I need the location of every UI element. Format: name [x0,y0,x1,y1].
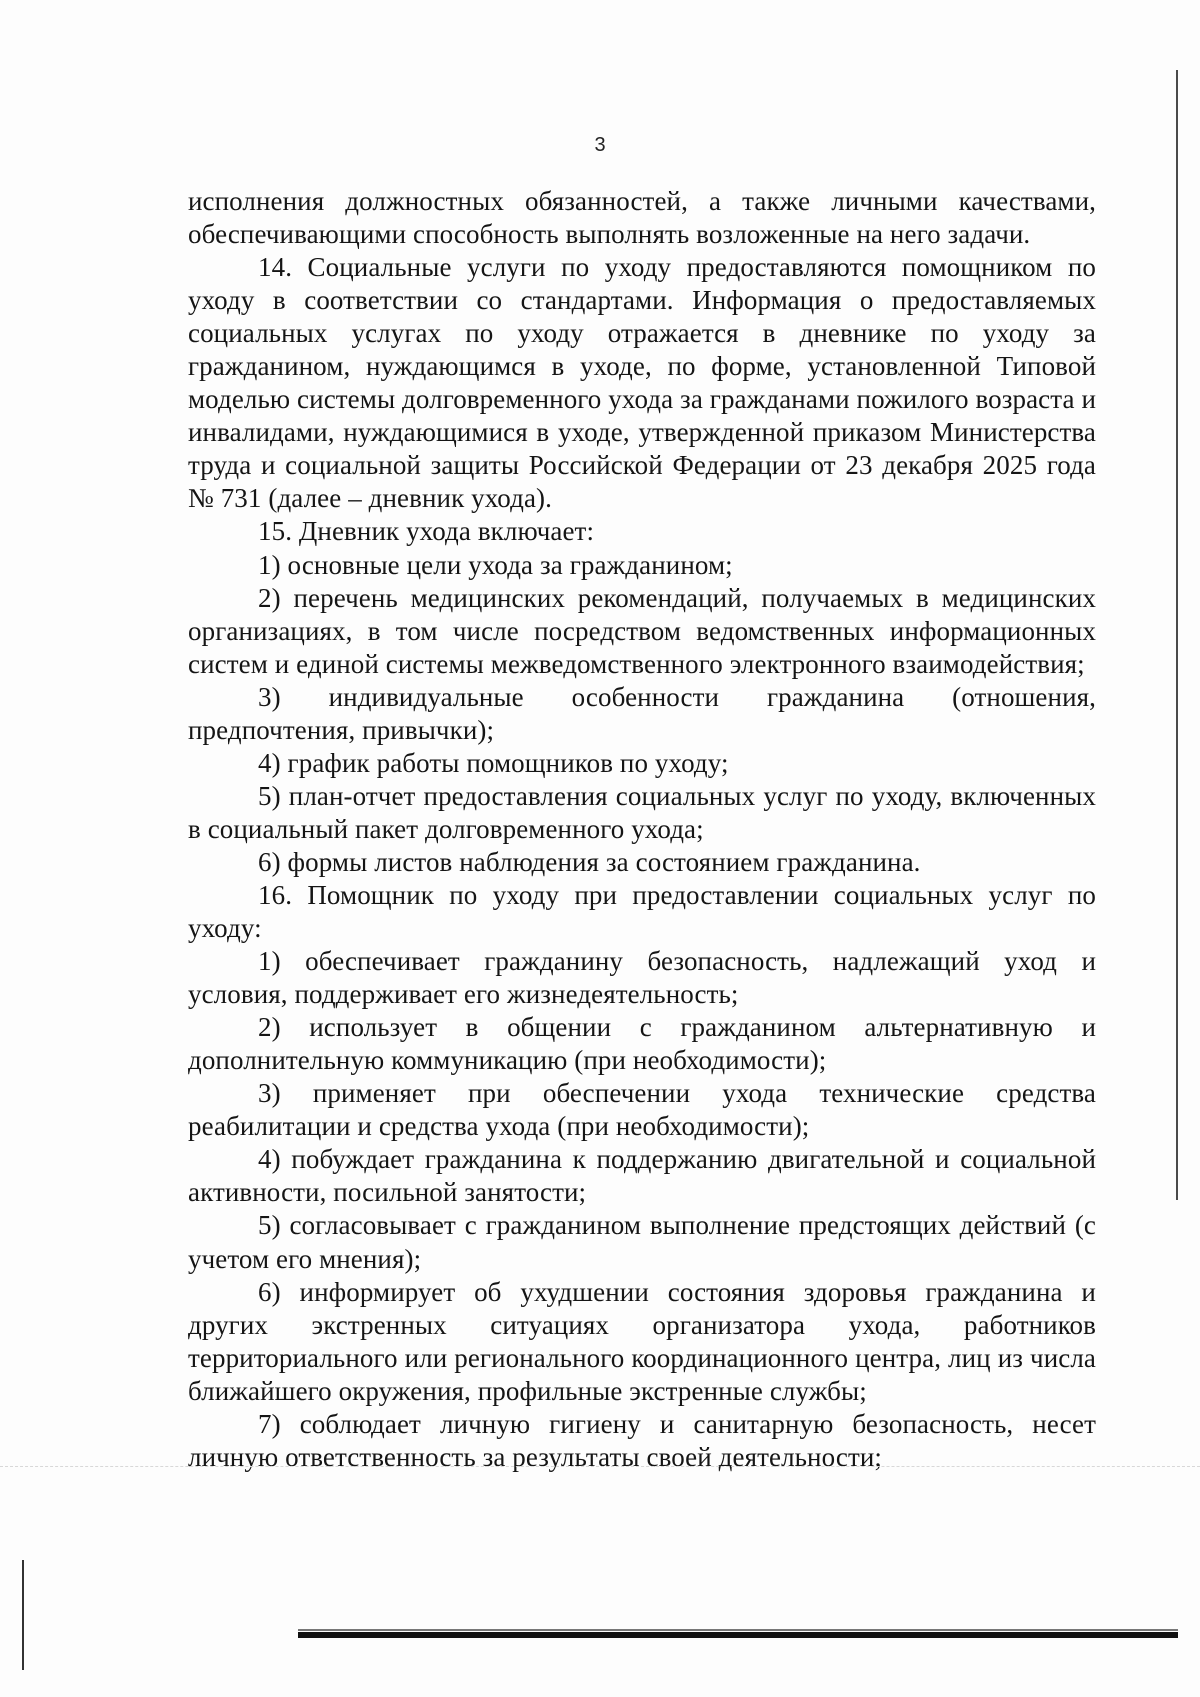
document-body [188,185,1096,1474]
list-item-15-3: 3) индивидуальные особенности гражданина (отношения, предпочтения, привычки); [188,681,1096,745]
scan-edge-line-left [22,1560,24,1670]
scan-noise-line [0,1466,1200,1468]
scan-edge-line-right [1176,70,1178,1200]
list-item-16-4: 4) побуждает гражданина к поддержанию двигательной и социальной активности, посильной занятости; [188,1144,1096,1208]
paragraph-continuation: исполнения должностных обязанностей, а также личными качествами, обеспечивающими способность выполнять возложенные на него задачи. [188,186,1096,250]
list-item-15-4: 4) график работы помощников по уходу; [258,747,729,778]
list-item-16-2: 2) использует в общении с гражданином альтернативную и дополнительную коммуникацию (при необходимости); [188,1012,1096,1076]
list-item-16-7: 7) соблюдает личную гигиену и санитарную безопасность, несет личную ответственность за результаты своей деятельности; [188,1408,1096,1472]
list-item-16-5: 5) согласовывает с гражданином выполнение предстоящих действий (с учетом его мнения); [188,1210,1096,1274]
list-item-15-5: 5) план-отчет предоставления социальных услуг по уходу, включенных в социальный пакет долговременного ухода; [188,780,1096,844]
list-item-15-2: 2) перечень медицинских рекомендаций, получаемых в медицинских организациях, в том числе посредством ведомственных информационных систем и единой системы межведомственного электронного взаимодействия; [188,582,1096,679]
list-item-15-6: 6) формы листов наблюдения за состоянием гражданина. [258,846,921,877]
paragraph-item-14: 14. Социальные услуги по уходу предоставляются помощником по уходу в соответствии со стандартами. Информация о предоставляемых социальных услугах по уходу отражается в дневнике по уходу за гражданином, нуждающимся в уходе, по форме, установленной Типовой моделью системы долговременного ухода за гражданами пожилого возраста и инвалидами, нуждающимися в уходе, утвержденной приказом Министерства труда и социальной защиты Российской Федерации от 23 декабря 2025 года № 731 (далее – дневник ухода). [188,252,1096,514]
list-item-15-1: 1) основные цели ухода за гражданином; [258,549,733,580]
scan-bottom-edge-thin [298,1629,1178,1631]
scan-bottom-edge [298,1632,1178,1638]
list-item-16-3: 3) применяет при обеспечении ухода технические средства реабилитации и средства ухода (при необходимости); [188,1078,1096,1142]
page-number: 3 [594,134,606,156]
paragraph-item-15: 15. Дневник ухода включает: [258,516,595,547]
list-item-16-1: 1) обеспечивает гражданину безопасность, надлежащий уход и условия, поддерживает его жизнедеятельность; [188,946,1096,1010]
list-item-16-6: 6) информирует об ухудшении состояния здоровья гражданина и других экстренных ситуациях организатора ухода, работников территориального или регионального координационного центра, лиц из числа ближайшего окружения, профильные экстренные службы; [188,1276,1096,1406]
paragraph-item-16: 16. Помощник по уходу при предоставлении социальных услуг по уходу: [188,879,1096,944]
